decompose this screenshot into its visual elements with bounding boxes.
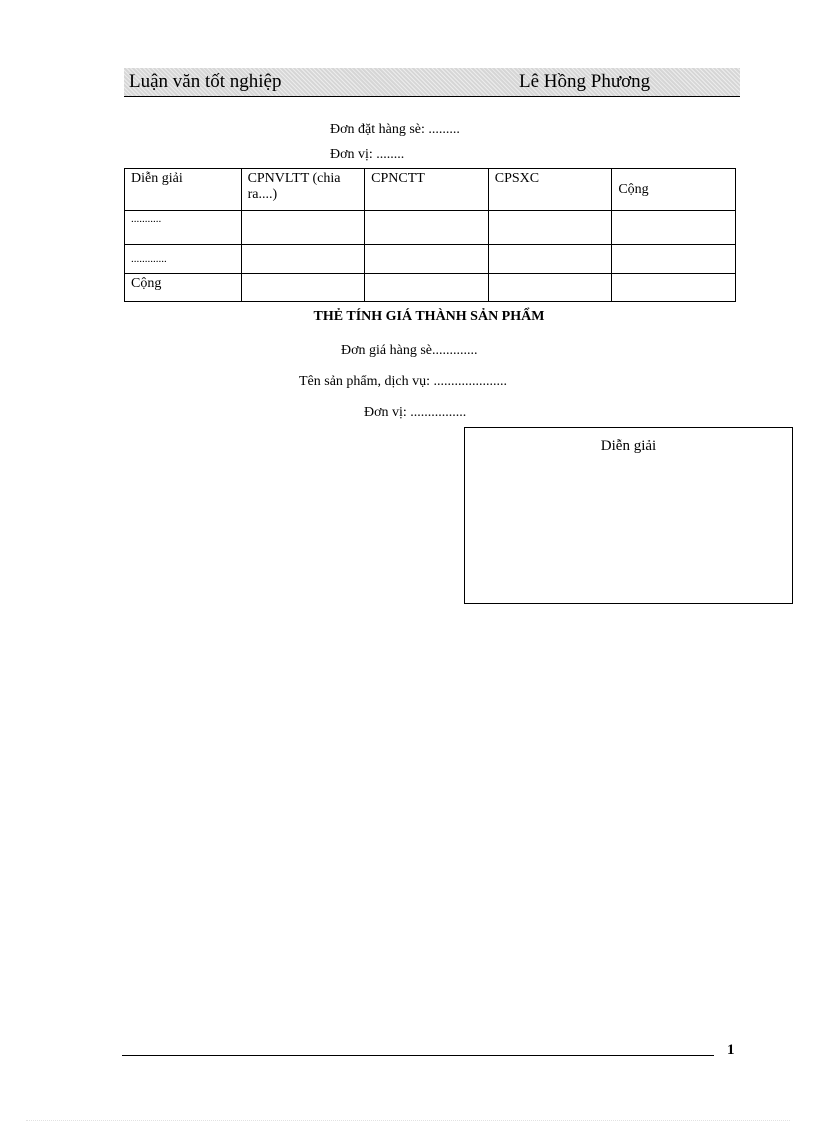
header-cell-overhead-cost: CPSXC	[488, 169, 612, 211]
header-cell-total: Cộng	[612, 169, 736, 211]
table-row	[125, 245, 736, 274]
document-title: Luận văn tốt nghiệp	[129, 71, 282, 92]
table-cell	[365, 211, 489, 245]
description-box	[464, 427, 793, 604]
table-cell	[612, 274, 736, 302]
page-header	[124, 68, 740, 97]
product-unit-line: Đơn vị: ................	[364, 405, 467, 420]
product-card-title: THẺ TÍNH GIÁ THÀNH SẢN PHẨM	[313, 309, 545, 324]
table-cell	[488, 245, 612, 274]
table-total-row	[125, 274, 736, 302]
footer-rule	[122, 1055, 714, 1056]
header-cell-labor-cost: CPNCTT	[365, 169, 489, 211]
product-name-line: Tên sản phẩm, dịch vụ: .....................	[299, 374, 508, 389]
page-bottom-divider	[26, 1120, 790, 1121]
table-cell	[241, 274, 365, 302]
header-cell-description: Diễn giải	[125, 169, 242, 211]
table-cell	[365, 245, 489, 274]
order-number-line: Đơn đặt hàng sè: .........	[330, 122, 460, 137]
cost-table	[124, 168, 736, 302]
unit-price-line: Đơn giá hàng sè.............	[341, 343, 478, 358]
table-cell	[612, 211, 736, 245]
table-cell	[241, 211, 365, 245]
table-cell	[365, 274, 489, 302]
table-row	[125, 211, 736, 245]
description-box-label: Diễn giải	[600, 438, 657, 454]
table-cell: ...........	[125, 211, 242, 245]
table-cell	[488, 211, 612, 245]
table-cell	[488, 274, 612, 302]
header-cell-material-cost: CPNVLTT (chia ra....)	[241, 169, 365, 211]
table-cell	[241, 245, 365, 274]
table-header-row	[125, 169, 736, 211]
table-cell: .............	[125, 245, 242, 274]
author-name: Lê Hồng Phương	[519, 71, 651, 92]
page-number: 1	[727, 1042, 735, 1058]
order-unit-line: Đơn vị: ........	[330, 147, 405, 162]
table-cell	[612, 245, 736, 274]
table-cell-total-label: Cộng	[125, 274, 242, 302]
